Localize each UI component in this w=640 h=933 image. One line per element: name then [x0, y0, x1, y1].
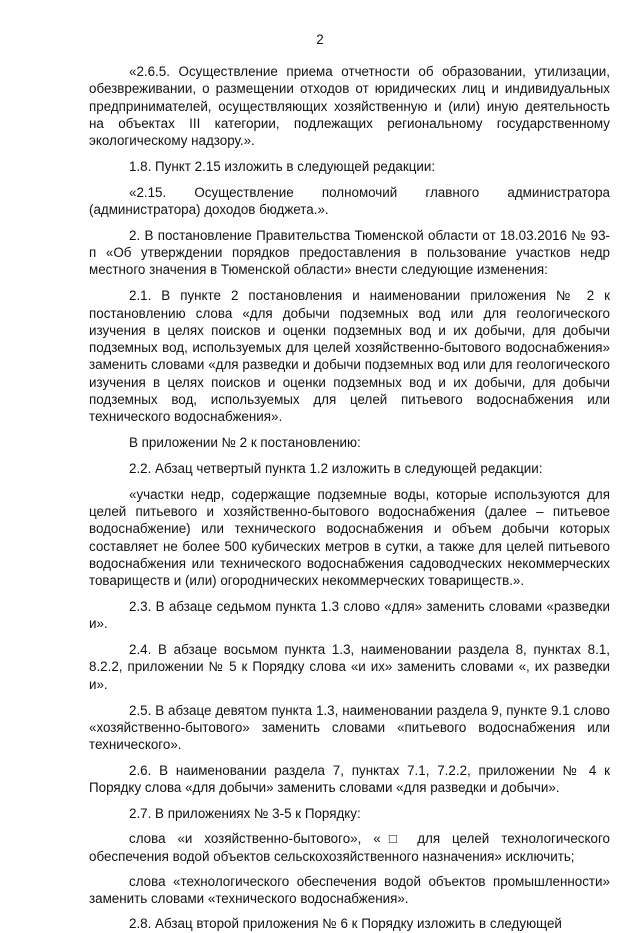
paragraph-2-7-words-2: слова «технологического обеспечения водой объектов промышленности» заменить словами «технического водоснабжения». [89, 873, 610, 907]
paragraph-2-7-words-1: слова «и хозяйственно-бытового», «□ для целей технологического обеспечения водой объектов сельскохозяйственного назначения» исключить; [89, 831, 610, 864]
paragraph-2-7: 2.7. В приложениях № 3-5 к Порядку: [129, 805, 361, 821]
paragraph-2-4: 2.4. В абзаце восьмом пункта 1.3, наименовании раздела 8, пунктах 8.1, 8.2.2, приложении № 5 к Порядку слова «и их» заменить словами «, их разведки и». [89, 642, 610, 692]
paragraph-appendix-2: В приложении № 2 к постановлению: [129, 435, 361, 451]
paragraph-2-1: 2.1. В пункте 2 постановления и наименовании приложения № 2 к постановлению слова «для добычи подземных вод или для геологического изучения в целях поисков и оценки подземных вод и их добычи, для добычи подземных вод, используемых для целей хозяйственно-бытового водоснабжения» заменить словами «для разведки и добычи подземных вод или для геологического изучения в целях поисков и оценки подземных вод и их добычи, для добычи подземных вод, используемых для целей питьевого водоснабжения или технического водоснабжения». [89, 288, 610, 425]
paragraph-2-6: 2.6. В наименовании раздела 7, пунктах 7.1, 7.2.2, приложении № 4 к Порядку слова «для добычи» заменить словами «для разведки и добычи». [89, 762, 610, 796]
document-body [89, 63, 610, 933]
paragraph-2-2-quote: «участки недр, содержащие подземные воды, которые используются для целей питьевого и хозяйственно-бытового водоснабжения (далее – питьевое водоснабжение) или технического водоснабжения и объем добычи которых составляет не более 500 кубических метров в сутки, а также для целей питьевого водоснабжения или технического водоснабжения садоводческих некоммерческих товариществ и (или) огороднических некоммерческих товариществ.». [89, 486, 610, 589]
paragraph-1-8: 1.8. Пункт 2.15 изложить в следующей редакции: [129, 158, 436, 174]
paragraph-2: 2. В постановление Правительства Тюменской области от 18.03.2016 № 93-п «Об утверждении порядков предоставления в пользование участков недр местного значения в Тюменской области» внести следующие изменения: [89, 227, 610, 278]
paragraph-2-3: 2.3. В абзаце седьмом пункта 1.3 слово «для» заменить словами «разведки и». [89, 599, 610, 632]
paragraph-2-15-quote: «2.15. Осуществление полномочий главного администратора (администратора) доходов бюджета.». [89, 184, 610, 218]
paragraph-2-5: 2.5. В абзаце девятом пункта 1.3, наименовании раздела 9, пункте 9.1 слово «хозяйственно-бытового» заменить словами «питьевого водоснабжения или технического». [89, 702, 610, 753]
paragraph-2-2: 2.2. Абзац четвертый пункта 1.2 изложить в следующей редакции: [129, 460, 543, 476]
page-number: 2 [316, 32, 324, 47]
paragraph-2-6-5-quote: «2.6.5. Осуществление приема отчетности об образовании, утилизации, обезвреживании, о размещении отходов от юридических лиц и индивидуальных предпринимателей, осуществляющих хозяйственную и (или) иную деятельность на объектах III категории, подлежащих региональному государственному экологическому надзору.». [89, 64, 610, 149]
paragraph-2-8: 2.8. Абзац второй приложения № 6 к Порядку изложить в следующей [129, 916, 562, 932]
